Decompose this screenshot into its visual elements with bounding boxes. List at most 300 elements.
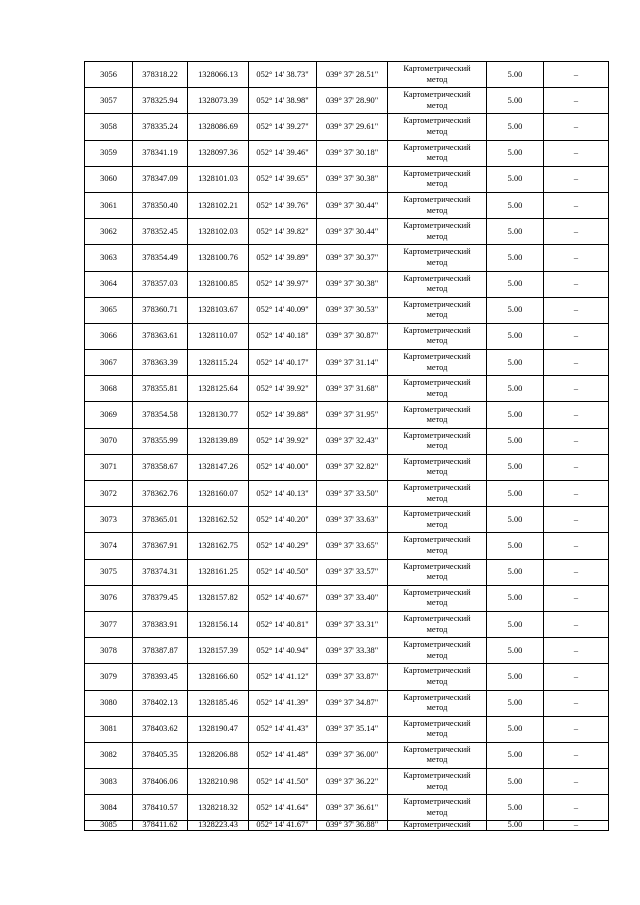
latitude-cell: 052° 14' 41.39" [249,690,317,716]
longitude-cell: 039° 37' 33.50" [317,481,388,507]
method-text-line: Картометрический [403,116,471,126]
latitude-cell: 052° 14' 40.94" [249,638,317,664]
method-text-line: Картометрический [403,771,471,781]
x-coordinate-cell: 378387.87 [133,638,188,664]
point-number-cell: 3080 [85,690,133,716]
table-row [85,481,609,507]
method-cell [388,62,487,88]
table-row [85,376,609,402]
accuracy-cell: 5.00 [487,716,544,742]
y-coordinate-cell: 1328206.88 [188,742,249,768]
note-cell: – [544,769,609,795]
accuracy-cell: 5.00 [487,245,544,271]
method-text-line: Картометрический [403,90,471,100]
accuracy-cell: 5.00 [487,323,544,349]
table-row [85,245,609,271]
method-cell [388,376,487,402]
note-cell: – [544,428,609,454]
method-text-line: метод [426,310,448,320]
longitude-cell: 039° 37' 33.31" [317,611,388,637]
point-number-cell: 3073 [85,507,133,533]
method-text-line: Картометрический [403,797,471,807]
y-coordinate-cell: 1328086.69 [188,114,249,140]
point-number-cell: 3083 [85,769,133,795]
y-coordinate-cell: 1328066.13 [188,62,249,88]
method-text-line: Картометрический [403,587,471,597]
accuracy-cell: 5.00 [487,611,544,637]
x-coordinate-cell: 378354.58 [133,402,188,428]
accuracy-cell: 5.00 [487,88,544,114]
note-cell: – [544,219,609,245]
latitude-cell: 052° 14' 39.97" [249,271,317,297]
x-coordinate-cell: 378347.09 [133,166,188,192]
table-row [85,297,609,323]
x-coordinate-cell: 378405.35 [133,742,188,768]
table-row [85,350,609,376]
longitude-cell: 039° 37' 30.37" [317,245,388,271]
latitude-cell: 052° 14' 40.09" [249,297,317,323]
table-row [85,402,609,428]
note-cell: – [544,611,609,637]
table-row [85,140,609,166]
point-number-cell: 3063 [85,245,133,271]
x-coordinate-cell: 378374.31 [133,559,188,585]
method-text-line: метод [426,388,448,398]
latitude-cell: 052° 14' 40.00" [249,454,317,480]
y-coordinate-cell: 1328166.60 [188,664,249,690]
x-coordinate-cell: 378357.03 [133,271,188,297]
method-text-line: Картометрический [403,273,471,283]
method-text-line: Картометрический [403,325,471,335]
y-coordinate-cell: 1328130.77 [188,402,249,428]
y-coordinate-cell: 1328218.32 [188,795,249,821]
method-cell [388,821,487,831]
method-text-line: метод [426,74,448,84]
note-cell: – [544,454,609,480]
latitude-cell: 052° 14' 40.18" [249,323,317,349]
point-number-cell: 3071 [85,454,133,480]
x-coordinate-cell: 378367.91 [133,533,188,559]
accuracy-cell: 5.00 [487,821,544,831]
method-text-line: метод [426,519,448,529]
latitude-cell: 052° 14' 39.92" [249,428,317,454]
method-text-line: метод [426,729,448,739]
y-coordinate-cell: 1328156.14 [188,611,249,637]
x-coordinate-cell: 378318.22 [133,62,188,88]
y-coordinate-cell: 1328185.46 [188,690,249,716]
method-cell [388,481,487,507]
table-row [85,742,609,768]
latitude-cell: 052° 14' 41.12" [249,664,317,690]
table-row [85,62,609,88]
longitude-cell: 039° 37' 36.00" [317,742,388,768]
method-text-line: метод [426,284,448,294]
method-cell [388,507,487,533]
method-text-line: метод [426,467,448,477]
method-text-line: Картометрический [403,247,471,257]
longitude-cell: 039° 37' 33.87" [317,664,388,690]
point-number-cell: 3056 [85,62,133,88]
longitude-cell: 039° 37' 28.90" [317,88,388,114]
note-cell: – [544,245,609,271]
y-coordinate-cell: 1328101.03 [188,166,249,192]
x-coordinate-cell: 378350.40 [133,192,188,218]
note-cell: – [544,323,609,349]
method-text-line: Картометрический [403,535,471,545]
latitude-cell: 052° 14' 41.67" [249,821,317,831]
accuracy-cell: 5.00 [487,481,544,507]
method-text-line: метод [426,755,448,765]
accuracy-cell: 5.00 [487,376,544,402]
longitude-cell: 039° 37' 32.82" [317,454,388,480]
method-text-line: метод [426,231,448,241]
x-coordinate-cell: 378363.61 [133,323,188,349]
longitude-cell: 039° 37' 30.53" [317,297,388,323]
table-row [85,114,609,140]
table-row [85,559,609,585]
note-cell: – [544,192,609,218]
method-text-line: Картометрический [403,404,471,414]
method-cell [388,559,487,585]
accuracy-cell: 5.00 [487,166,544,192]
latitude-cell: 052° 14' 39.65" [249,166,317,192]
method-text-line: метод [426,572,448,582]
table-row [85,769,609,795]
method-text-line: метод [426,650,448,660]
note-cell: – [544,271,609,297]
method-cell [388,638,487,664]
y-coordinate-cell: 1328097.36 [188,140,249,166]
method-cell [388,88,487,114]
longitude-cell: 039° 37' 34.87" [317,690,388,716]
y-coordinate-cell: 1328161.25 [188,559,249,585]
y-coordinate-cell: 1328162.52 [188,507,249,533]
y-coordinate-cell: 1328125.64 [188,376,249,402]
point-number-cell: 3075 [85,559,133,585]
method-cell [388,402,487,428]
accuracy-cell: 5.00 [487,454,544,480]
latitude-cell: 052° 14' 41.43" [249,716,317,742]
accuracy-cell: 5.00 [487,219,544,245]
method-text-line: метод [426,205,448,215]
point-number-cell: 3068 [85,376,133,402]
point-number-cell: 3058 [85,114,133,140]
longitude-cell: 039° 37' 30.38" [317,166,388,192]
method-text-line: метод [426,781,448,791]
point-number-cell: 3070 [85,428,133,454]
latitude-cell: 052° 14' 40.67" [249,585,317,611]
latitude-cell: 052° 14' 40.81" [249,611,317,637]
table-row [85,428,609,454]
x-coordinate-cell: 378341.19 [133,140,188,166]
y-coordinate-cell: 1328073.39 [188,88,249,114]
note-cell: – [544,585,609,611]
point-number-cell: 3084 [85,795,133,821]
table-row [85,219,609,245]
longitude-cell: 039° 37' 33.38" [317,638,388,664]
method-text-line: Картометрический [403,430,471,440]
method-cell [388,350,487,376]
latitude-cell: 052° 14' 40.20" [249,507,317,533]
latitude-cell: 052° 14' 39.46" [249,140,317,166]
latitude-cell: 052° 14' 41.64" [249,795,317,821]
method-text-line: Картометрический [403,509,471,519]
longitude-cell: 039° 37' 30.38" [317,271,388,297]
method-cell [388,192,487,218]
point-number-cell: 3059 [85,140,133,166]
note-cell: – [544,559,609,585]
longitude-cell: 039° 37' 32.43" [317,428,388,454]
accuracy-cell: 5.00 [487,297,544,323]
table-row [85,585,609,611]
point-number-cell: 3072 [85,481,133,507]
accuracy-cell: 5.00 [487,690,544,716]
method-text-line: Картометрический [403,640,471,650]
note-cell: – [544,638,609,664]
method-cell [388,454,487,480]
longitude-cell: 039° 37' 33.40" [317,585,388,611]
accuracy-cell: 5.00 [487,742,544,768]
table-row [85,192,609,218]
latitude-cell: 052° 14' 39.82" [249,219,317,245]
point-number-cell: 3065 [85,297,133,323]
method-text-line: Картометрический [403,718,471,728]
x-coordinate-cell: 378358.67 [133,454,188,480]
method-text-line: метод [426,493,448,503]
point-number-cell: 3082 [85,742,133,768]
method-text-line: метод [426,362,448,372]
accuracy-cell: 5.00 [487,795,544,821]
x-coordinate-cell: 378362.76 [133,481,188,507]
accuracy-cell: 5.00 [487,192,544,218]
longitude-cell: 039° 37' 30.44" [317,192,388,218]
note-cell: – [544,821,609,831]
method-cell [388,114,487,140]
x-coordinate-cell: 378410.57 [133,795,188,821]
x-coordinate-cell: 378352.45 [133,219,188,245]
accuracy-cell: 5.00 [487,769,544,795]
method-text-line: Картометрический [403,483,471,493]
y-coordinate-cell: 1328160.07 [188,481,249,507]
note-cell: – [544,297,609,323]
table-body [85,62,609,831]
latitude-cell: 052° 14' 40.17" [249,350,317,376]
table-row [85,716,609,742]
method-text-line: Картометрический [403,168,471,178]
y-coordinate-cell: 1328162.75 [188,533,249,559]
table-row [85,611,609,637]
table-row [85,664,609,690]
method-text-line: Картометрический [403,744,471,754]
y-coordinate-cell: 1328102.21 [188,192,249,218]
method-cell [388,428,487,454]
x-coordinate-cell: 378363.39 [133,350,188,376]
point-number-cell: 3062 [85,219,133,245]
longitude-cell: 039° 37' 33.63" [317,507,388,533]
table-row [85,821,609,831]
latitude-cell: 052° 14' 39.76" [249,192,317,218]
note-cell: – [544,507,609,533]
table-row [85,795,609,821]
longitude-cell: 039° 37' 36.22" [317,769,388,795]
method-text-line: Картометрический [403,456,471,466]
table-row [85,454,609,480]
note-cell: – [544,114,609,140]
method-cell [388,297,487,323]
method-cell [388,769,487,795]
longitude-cell: 039° 37' 33.57" [317,559,388,585]
latitude-cell: 052° 14' 40.13" [249,481,317,507]
latitude-cell: 052° 14' 38.73" [249,62,317,88]
x-coordinate-cell: 378403.62 [133,716,188,742]
note-cell: – [544,88,609,114]
y-coordinate-cell: 1328115.24 [188,350,249,376]
method-text-line: метод [426,257,448,267]
longitude-cell: 039° 37' 36.88" [317,821,388,831]
coordinates-table [84,61,609,831]
latitude-cell: 052° 14' 39.92" [249,376,317,402]
y-coordinate-cell: 1328210.98 [188,769,249,795]
method-text-line: метод [426,703,448,713]
latitude-cell: 052° 14' 41.48" [249,742,317,768]
method-cell [388,690,487,716]
table-row [85,88,609,114]
method-text-line: метод [426,126,448,136]
method-text-line: Картометрический [403,195,471,205]
point-number-cell: 3076 [85,585,133,611]
method-cell [388,611,487,637]
method-text-line: метод [426,100,448,110]
longitude-cell: 039° 37' 31.14" [317,350,388,376]
y-coordinate-cell: 1328110.07 [188,323,249,349]
note-cell: – [544,402,609,428]
x-coordinate-cell: 378406.06 [133,769,188,795]
method-text-line: метод [426,336,448,346]
point-number-cell: 3067 [85,350,133,376]
method-text-line: Картометрический [403,352,471,362]
method-text-line: Картометрический [403,666,471,676]
x-coordinate-cell: 378325.94 [133,88,188,114]
method-text-line: Картометрический [403,561,471,571]
point-number-cell: 3074 [85,533,133,559]
method-text-line: метод [426,676,448,686]
latitude-cell: 052° 14' 39.89" [249,245,317,271]
longitude-cell: 039° 37' 31.95" [317,402,388,428]
y-coordinate-cell: 1328157.39 [188,638,249,664]
table-row [85,638,609,664]
method-cell [388,140,487,166]
method-cell [388,585,487,611]
point-number-cell: 3066 [85,323,133,349]
table-row [85,323,609,349]
method-text-line: Картометрический [403,142,471,152]
x-coordinate-cell: 378365.01 [133,507,188,533]
y-coordinate-cell: 1328139.89 [188,428,249,454]
table-row [85,533,609,559]
note-cell: – [544,690,609,716]
note-cell: – [544,664,609,690]
point-number-cell: 3057 [85,88,133,114]
note-cell: – [544,350,609,376]
point-number-cell: 3077 [85,611,133,637]
method-cell [388,245,487,271]
longitude-cell: 039° 37' 35.14" [317,716,388,742]
method-cell [388,716,487,742]
accuracy-cell: 5.00 [487,62,544,88]
longitude-cell: 039° 37' 31.68" [317,376,388,402]
point-number-cell: 3069 [85,402,133,428]
accuracy-cell: 5.00 [487,114,544,140]
longitude-cell: 039° 37' 29.61" [317,114,388,140]
table-row [85,507,609,533]
y-coordinate-cell: 1328102.03 [188,219,249,245]
accuracy-cell: 5.00 [487,559,544,585]
y-coordinate-cell: 1328190.47 [188,716,249,742]
accuracy-cell: 5.00 [487,638,544,664]
x-coordinate-cell: 378335.24 [133,114,188,140]
accuracy-cell: 5.00 [487,350,544,376]
method-cell [388,219,487,245]
point-number-cell: 3081 [85,716,133,742]
table-row [85,166,609,192]
y-coordinate-cell: 1328157.82 [188,585,249,611]
note-cell: – [544,376,609,402]
accuracy-cell: 5.00 [487,140,544,166]
longitude-cell: 039° 37' 33.65" [317,533,388,559]
x-coordinate-cell: 378411.62 [133,821,188,831]
method-cell [388,742,487,768]
note-cell: – [544,795,609,821]
note-cell: – [544,62,609,88]
method-text-line: Картометрический [403,378,471,388]
accuracy-cell: 5.00 [487,664,544,690]
method-cell [388,271,487,297]
point-number-cell: 3085 [85,821,133,831]
latitude-cell: 052° 14' 39.88" [249,402,317,428]
y-coordinate-cell: 1328100.85 [188,271,249,297]
method-text-line: метод [426,153,448,163]
method-text-line: Картометрический [403,692,471,702]
latitude-cell: 052° 14' 40.29" [249,533,317,559]
y-coordinate-cell: 1328223.43 [188,821,249,831]
y-coordinate-cell: 1328103.67 [188,297,249,323]
longitude-cell: 039° 37' 30.87" [317,323,388,349]
y-coordinate-cell: 1328147.26 [188,454,249,480]
x-coordinate-cell: 378355.81 [133,376,188,402]
accuracy-cell: 5.00 [487,271,544,297]
accuracy-cell: 5.00 [487,533,544,559]
x-coordinate-cell: 378354.49 [133,245,188,271]
note-cell: – [544,481,609,507]
x-coordinate-cell: 378355.99 [133,428,188,454]
method-text-line: Картометрический [403,299,471,309]
method-text-line: Картометрический [403,820,471,830]
latitude-cell: 052° 14' 39.27" [249,114,317,140]
y-coordinate-cell: 1328100.76 [188,245,249,271]
note-cell: – [544,742,609,768]
x-coordinate-cell: 378360.71 [133,297,188,323]
x-coordinate-cell: 378393.45 [133,664,188,690]
latitude-cell: 052° 14' 40.50" [249,559,317,585]
latitude-cell: 052° 14' 38.98" [249,88,317,114]
method-text-line: Картометрический [403,64,471,74]
x-coordinate-cell: 378379.45 [133,585,188,611]
method-cell [388,323,487,349]
method-cell [388,664,487,690]
method-text-line: метод [426,624,448,634]
point-number-cell: 3079 [85,664,133,690]
accuracy-cell: 5.00 [487,402,544,428]
